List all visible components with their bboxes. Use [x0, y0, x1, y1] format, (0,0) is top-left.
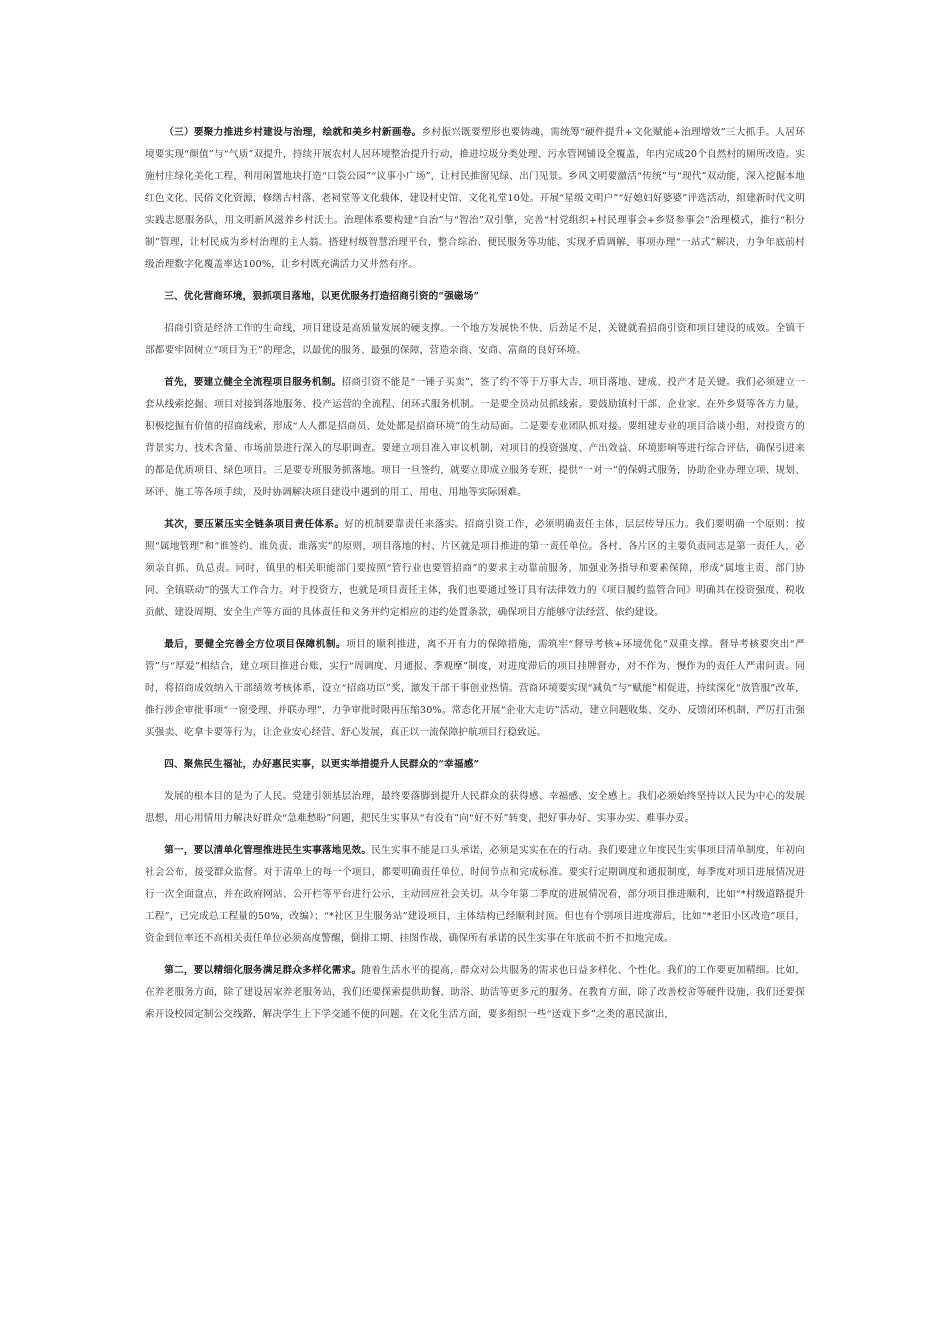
paragraph-rural-construction: [145, 122, 805, 276]
paragraph-guarantee-mechanism: [145, 634, 805, 744]
paragraph-text: 民生实事不能是口头承诺，必须是实实在在的行动。我们要建立年度民生实事项目清单制度，年初向社会公布，接受群众监督。对于清单上的每一个项目，都要明确责任单位、时间节点和完成标准。要实行定期调度和通报制度，每季度对项目进展情况进行一次全面盘点，并在政府网站、公开栏等平台进行公示，主动回应社会关切。从今年第二季度的进展情况看，部分项目推进顺利，比如“*村级道路提升工程”，已完成总工程量的50%，改编）；“*社区卫生服务站”建设项目，主体结构已经顺利封顶。但也有个别项目进度滞后，比如“*老旧小区改造”项目，资金到位率还不高相关责任单位必须高度警醒，倒排工期、挂图作战，确保所有承诺的民生实事在年底前不折不扣地完成。: [145, 845, 805, 944]
paragraph-investment-intro: [145, 318, 805, 362]
paragraph-lead: 其次，要压紧压实全链条项目责任体系。: [164, 519, 345, 530]
paragraph-service-mechanism: [145, 372, 805, 504]
section-heading-livelihood: 四、聚焦民生福祉，办好惠民实事，以更实举措提升人民群众的“幸福感”: [164, 759, 480, 770]
paragraph-list-management: [145, 840, 805, 950]
paragraph-text: 发展的根本目的是为了人民。党建引领基层治理，最终要落脚到提升人民群众的获得感、幸福感、安全感上。我们必须始终坚持以人民为中心的发展思想，用心用情用力解决好群众“急难愁盼”问题，把民生实事从“有没有”向“好不好”转变，把好事办好、实事办实、难事办妥。: [145, 791, 805, 824]
paragraph-livelihood-intro: [145, 786, 805, 830]
paragraph-lead: 最后，要健全完善全方位项目保障机制。: [164, 639, 347, 650]
paragraph-refined-service: [145, 960, 805, 1026]
paragraph-text: 好的机制要靠责任来落实。招商引资工作，必须明确责任主体，层层传导压力。我们要明确一个原则：按照“属地管理”和“谁签约、谁负责、谁落实”的原则，项目落地的村、片区就是项目推进的第一责任单位。各村、各片区的主要负责同志是第一责任人，必须亲自抓、负总责。同时，镇里的相关职能部门要按照“管行业也要管招商”的要求主动靠前服务，加强业务指导和要素保障，形成“属地主责、部门协同、全镇联动”的强大工作合力。对于投资方，也就是项目责任主体，我们也要通过签订具有法律效力的《项目履约监管合同》明确其在投资强度、税收贡献、建设周期、安全生产等方面的具体责任和义务并约定相应的违约处置条款，确保项目方能够守法经营、依约建设。: [145, 519, 805, 618]
paragraph-lead: 第二，要以精细化服务满足群众多样化需求。: [164, 965, 362, 976]
paragraph-text: 招商引资是经济工作的生命线，项目建设是高质量发展的硬支撑。一个地方发展快不快、后劲足不足，关键就看招商引资和项目建设的成效。全镇干部都要牢固树立“项目为王”的理念，以最优的服务、最强的保障，营造亲商、安商、富商的良好环境。: [145, 323, 805, 356]
paragraph-lead: 首先，要建立健全全流程项目服务机制。: [164, 377, 342, 388]
paragraph-text: 随着生活水平的提高，群众对公共服务的需求也日益多样化、个性化。我们的工作要更加精细。比如，在养老服务方面，除了建设居家养老服务站，我们还要探索提供助餐、助浴、助洁等更多元的服务。在教育方面，除了改善校舍等硬件设施，我们还要探索开设校园定制公交线路，解决学生上下学交通不便的问题。在文化生活方面，要多组织一些“送戏下乡”之类的惠民演出，: [145, 965, 806, 1020]
paragraph-text: 乡村振兴既要塑形也要铸魂，需统筹“硬件提升+文化赋能+治理增效”三大抓手。人居环境要实现“颜值”与“气质”双提升，持续开展农村人居环境整治提升行动，推进垃圾分类处理、污水管网铺设全覆盖，年内完成20个自然村的厕所改造。实施村庄绿化美化工程，利用闲置地块打造“口袋公园”“议事小广场”，让村民推窗见绿、出门见景。乡风文明要激活“传统”与“现代”双动能，深入挖掘本地红色文化、民俗文化资源，修缮古村落、老祠堂等文化载体，建设村史馆、文化礼堂10处。开展“星级文明户”“好媳妇好婆婆”评选活动，组建新时代文明实践志愿服务队，用文明新风滋养乡村沃土。治理体系要构建“自治”与“智治”双引擎，完善“村党组织+村民理事会+乡贤参事会”治理模式，推行“积分制”管理，让村民成为乡村治理的主人翁。搭建村级智慧治理平台，整合综治、便民服务等功能，实现矛盾调解、事项办理“一站式”解决，力争年底前村级治理数字化覆盖率达100%，让乡村既充满活力又井然有序。: [145, 127, 805, 270]
paragraph-responsibility-system: [145, 514, 805, 624]
document-page: [145, 122, 805, 1036]
paragraph-lead: （三）要聚力推进乡村建设与治理，绘就和美乡村新画卷。: [164, 127, 422, 138]
section-heading-business-environment: 三、优化营商环境，狠抓项目落地，以更优服务打造招商引资的“强磁场”: [164, 291, 480, 302]
paragraph-text: 项目的顺利推进，离不开有力的保障措施，需筑牢“督导考核+环境优化”双重支撑。督导考核要突出“严管”与“厚爱”相结合，建立项目推进台账，实行“周调度、月通报、季观摩”制度，对进度滞后的项目挂牌督办，对不作为、慢作为的责任人严肃问责。同时，将招商成效纳入干部绩效考核体系，设立“招商功臣”奖，激发干部干事创业热情。营商环境要实现“减负”与“赋能”相促进，持续深化“放管服”改革，推行涉企审批事项“一窗受理、并联办理”，力争审批时限再压缩30%。常态化开展“企业大走访”活动，建立问题收集、交办、反馈闭环机制，严厉打击强买强卖、吃拿卡要等行为，让企业安心经营、舒心发展，真正以一流保障护航项目行稳致远。: [145, 639, 805, 738]
paragraph-text: 招商引资不能是“一锤子买卖”，签了约不等于万事大吉，项目落地、建成、投产才是关键。我们必须建立一套从线索挖掘、项目对接到落地服务、投产运营的全流程、闭环式服务机制。一是要全员动员抓线索。要鼓励镇村干部、企业家、在外乡贤等各方力量，积极挖掘有价值的招商线索，形成“人人都是招商员、处处都是招商环境”的生动局面。二是要专业团队抓对接。要组建专业的项目洽谈小组，对投资方的背景实力、技术含量、市场前景进行深入的尽职调查。要建立项目准入审议机制，对项目的投资强度、产出效益、环境影响等进行综合评估，确保引进来的都是优质项目、绿色项目。三是要专班服务抓落地。项目一旦签约，就要立即成立服务专班，提供“一对一”的保姆式服务，协助企业办理立项、规划、环评、施工等各项手续，及时协调解决项目建设中遇到的用工、用电、用地等实际困难。: [145, 377, 805, 498]
paragraph-lead: 第一，要以清单化管理推进民生实事落地见效。: [164, 845, 372, 856]
